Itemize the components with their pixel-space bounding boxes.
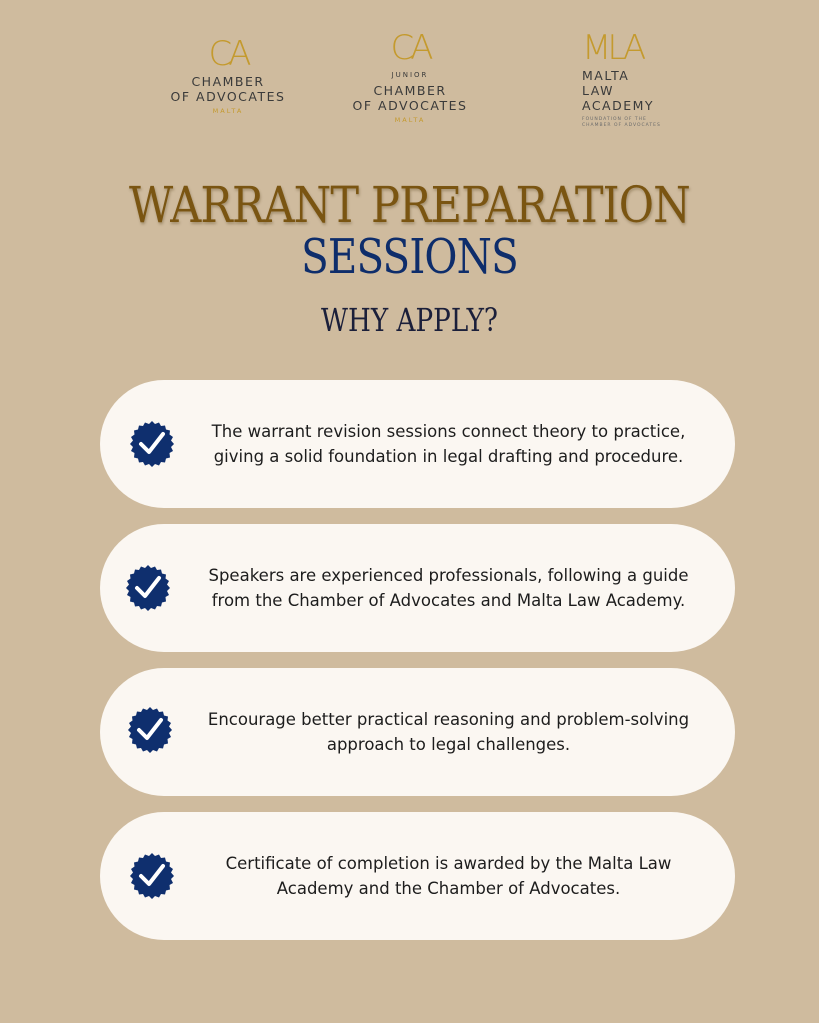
check-badge-icon: [126, 850, 178, 902]
junior-logo-line1: CHAMBER: [373, 83, 447, 98]
check-badge-icon: [124, 704, 176, 756]
malta-law-academy-logo: [582, 28, 682, 129]
junior-logo-line3: MALTA: [394, 116, 426, 124]
page-title-line1: WARRANT PREPARATION: [129, 176, 690, 234]
chamber-logo-line3: MALTA: [212, 107, 244, 115]
check-badge-icon: [126, 418, 178, 470]
academy-logo-line3: ACADEMY: [582, 98, 655, 113]
benefit-text: Certificate of completion is awarded by the Malta Law Academy and the Chamber of Advocates.: [225, 854, 672, 898]
benefit-card: [100, 380, 735, 508]
benefit-text: Speakers are experienced professionals, following a guide from the Chamber of Advocates and Malta Law Academy.: [208, 566, 689, 610]
chamber-logo-line1: CHAMBER: [191, 74, 265, 89]
junior-chamber-logo: [350, 28, 470, 128]
junior-monogram: CA: [390, 28, 430, 68]
benefit-card: [100, 668, 735, 796]
chamber-of-advocates-logo: [168, 34, 288, 119]
benefit-card: [100, 524, 735, 652]
benefit-text: Encourage better practical reasoning and problem-solving approach to legal challenges.: [207, 710, 690, 754]
page-title-line2: SESSIONS: [301, 229, 518, 285]
benefit-text: The warrant revision sessions connect theory to practice, giving a solid foundation in legal drafting and procedure.: [211, 422, 686, 466]
academy-logo-line2: LAW: [582, 83, 614, 98]
academy-logo-line1: MALTA: [582, 68, 630, 83]
check-badge-icon: [122, 562, 174, 614]
academy-logo-line4: FOUNDATION OF THE: [582, 117, 647, 122]
chamber-logo-line2: OF ADVOCATES: [170, 89, 286, 104]
page-subtitle: WHY APPLY?: [321, 301, 498, 339]
academy-monogram: MLA: [582, 28, 643, 68]
junior-logo-line0: JUNIOR: [391, 71, 429, 79]
chamber-monogram: CA: [208, 34, 248, 74]
junior-logo-line2: OF ADVOCATES: [352, 98, 468, 113]
academy-logo-line5: CHAMBER OF ADVOCATES: [582, 123, 661, 128]
benefit-card: [100, 812, 735, 940]
